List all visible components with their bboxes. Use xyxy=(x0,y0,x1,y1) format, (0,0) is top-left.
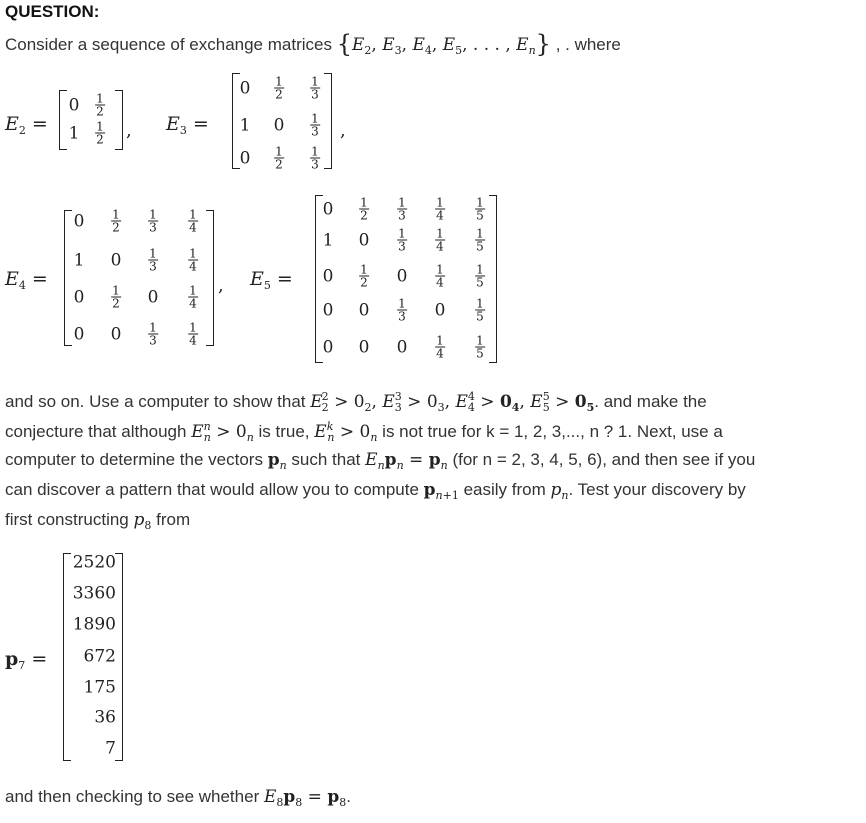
e2-cell: $\frac{1}{2}$ xyxy=(96,119,104,147)
comma-separator: , xyxy=(218,275,224,296)
e5-cell: $\frac{1}{4}$ xyxy=(436,262,444,290)
e2-cell: 1 xyxy=(68,123,80,144)
para-text: computer to determine the vectors xyxy=(5,450,263,469)
intro-after: , . where xyxy=(555,35,621,54)
para-text: such that xyxy=(291,450,361,469)
e4-cell: 1 xyxy=(73,250,85,271)
e4-cell: $\frac{1}{4}$ xyxy=(189,283,197,311)
e4-cell: $\frac{1}{2}$ xyxy=(112,283,120,311)
e4-label: $E_4$ = xyxy=(5,268,48,292)
para-text: from xyxy=(156,510,191,529)
e4-cell: 0 xyxy=(73,324,85,345)
e5-brackets xyxy=(315,195,497,363)
intro-text: Consider a sequence of exchange matrices xyxy=(5,35,332,54)
e4-cell: $\frac{1}{3}$ xyxy=(149,320,157,348)
e5-cell: $\frac{1}{5}$ xyxy=(476,195,484,223)
matrix-set: {$E_2$, $E_3$, $E_4$, $E_5$, . . . , $E_n$} xyxy=(336,30,551,58)
paragraph-line-4 xyxy=(5,480,746,502)
para-text: first constructing xyxy=(5,510,129,529)
e4-cell: 0 xyxy=(110,250,122,271)
math-pn1: $p_{n+1}$ xyxy=(423,480,459,502)
para-text: . Test your discovery by xyxy=(568,480,746,499)
e3-cell: $\frac{1}{2}$ xyxy=(275,74,283,102)
closing-line xyxy=(5,787,351,809)
para-text: conjecture that although xyxy=(5,422,187,441)
math-pn-2: $p_n$ xyxy=(550,480,569,502)
paragraph-line-5 xyxy=(5,510,190,532)
e5-cell: $\frac{1}{3}$ xyxy=(398,296,406,324)
math-enpn: $E_np_n = p_n$ xyxy=(365,450,448,472)
e5-cell: $\frac{1}{2}$ xyxy=(360,262,368,290)
math-en-n: $E^n_n > 0_n$ xyxy=(191,420,254,444)
math-p8: $p_8$ xyxy=(133,510,152,532)
e3-cell: $\frac{1}{3}$ xyxy=(311,74,319,102)
comma-separator: , xyxy=(126,120,132,141)
p7-entry: 3360 xyxy=(72,583,116,604)
comma-separator: , xyxy=(340,120,346,141)
e3-cell: 1 xyxy=(239,115,251,136)
e5-cell: $\frac{1}{5}$ xyxy=(476,296,484,324)
e5-cell: 0 xyxy=(322,337,334,358)
e5-cell: 1 xyxy=(322,230,334,251)
e2-cell: 0 xyxy=(68,95,80,116)
p7-entry: 2520 xyxy=(72,552,116,573)
e5-cell: $\frac{1}{5}$ xyxy=(476,333,484,361)
e2-cell: $\frac{1}{2}$ xyxy=(96,91,104,119)
e4-cell: $\frac{1}{3}$ xyxy=(149,207,157,235)
e5-cell: 0 xyxy=(396,266,408,287)
math-en-k: $E^k_n > 0_n$ xyxy=(314,420,378,444)
e3-cell: $\frac{1}{3}$ xyxy=(311,111,319,139)
e4-brackets xyxy=(64,207,214,348)
math-powers-positive: $E^2_2 > 0_2$, $E^3_3 > 0_3$, $E^4_4 > 0_4$, $E^5_5 > 0_5$ xyxy=(310,390,595,414)
e5-cell: $\frac{1}{4}$ xyxy=(436,333,444,361)
e5-cell: $\frac{1}{5}$ xyxy=(476,226,484,254)
math-e8p8: $E_8p_8 = p_8$ xyxy=(263,787,347,809)
e4-cell: $\frac{1}{4}$ xyxy=(189,246,197,274)
paragraph-line-1 xyxy=(5,390,707,414)
e4-cell: $\frac{1}{3}$ xyxy=(149,246,157,274)
p7-entry: 36 xyxy=(94,707,116,728)
para-text: . and make the xyxy=(594,392,707,411)
e3-cell: 0 xyxy=(239,148,251,169)
e5-cell: 0 xyxy=(322,199,334,220)
closing-end: . xyxy=(346,787,351,806)
e4-cell: $\frac{1}{4}$ xyxy=(189,207,197,235)
p7-label: $p_7$ = xyxy=(5,648,48,672)
para-text: easily from xyxy=(463,480,546,499)
question-heading: QUESTION: xyxy=(5,2,100,21)
e3-cell: $\frac{1}{3}$ xyxy=(311,144,319,172)
e3-cell: 0 xyxy=(273,115,285,136)
p7-vector xyxy=(63,553,123,761)
para-text: is not true for k = 1, 2, 3,..., n ? 1. Next, use a xyxy=(382,422,723,441)
e5-cell: $\frac{1}{3}$ xyxy=(398,226,406,254)
para-text: (for n = 2, 3, 4, 5, 6), and then see if you xyxy=(452,450,756,469)
closing-text: and then checking to see whether xyxy=(5,787,260,806)
e5-cell: $\frac{1}{5}$ xyxy=(476,262,484,290)
e5-cell: 0 xyxy=(358,230,370,251)
e5-cell: 0 xyxy=(396,337,408,358)
intro-line xyxy=(5,30,621,58)
p7-entry: 175 xyxy=(83,677,116,698)
e4-cell: 0 xyxy=(147,287,159,308)
para-text: can discover a pattern that would allow you to compute xyxy=(5,480,419,499)
paragraph-line-2 xyxy=(5,420,723,444)
e5-cell: $\frac{1}{2}$ xyxy=(360,195,368,223)
e4-cell: $\frac{1}{4}$ xyxy=(189,320,197,348)
e3-label: $E_3$ = xyxy=(166,113,209,137)
para-text: is true, xyxy=(258,422,310,441)
e3-brackets xyxy=(232,73,332,172)
math-pn: $p_n$ xyxy=(267,450,287,472)
e5-cell: $\frac{1}{3}$ xyxy=(398,195,406,223)
e4-cell: $\frac{1}{2}$ xyxy=(112,207,120,235)
e5-label: $E_5$ = xyxy=(250,268,293,292)
para-text: and so on. Use a computer to show that xyxy=(5,392,306,411)
e3-cell: 0 xyxy=(239,78,251,99)
e4-cell: 0 xyxy=(73,287,85,308)
paragraph-line-3 xyxy=(5,450,755,472)
p7-entry: 7 xyxy=(105,738,116,759)
e5-cell: 0 xyxy=(358,300,370,321)
e2-brackets xyxy=(59,90,123,150)
e5-cell: 0 xyxy=(358,337,370,358)
e4-cell: 0 xyxy=(73,211,85,232)
e5-cell: 0 xyxy=(322,266,334,287)
e5-cell: $\frac{1}{4}$ xyxy=(436,195,444,223)
e4-cell: 0 xyxy=(110,324,122,345)
e3-cell: $\frac{1}{2}$ xyxy=(275,144,283,172)
e5-cell: 0 xyxy=(434,300,446,321)
p7-entry: 1890 xyxy=(72,614,116,635)
e5-cell: 0 xyxy=(322,300,334,321)
e2-label: $E_2$ = xyxy=(5,113,48,137)
p7-entry: 672 xyxy=(83,646,116,667)
e5-cell: $\frac{1}{4}$ xyxy=(436,226,444,254)
